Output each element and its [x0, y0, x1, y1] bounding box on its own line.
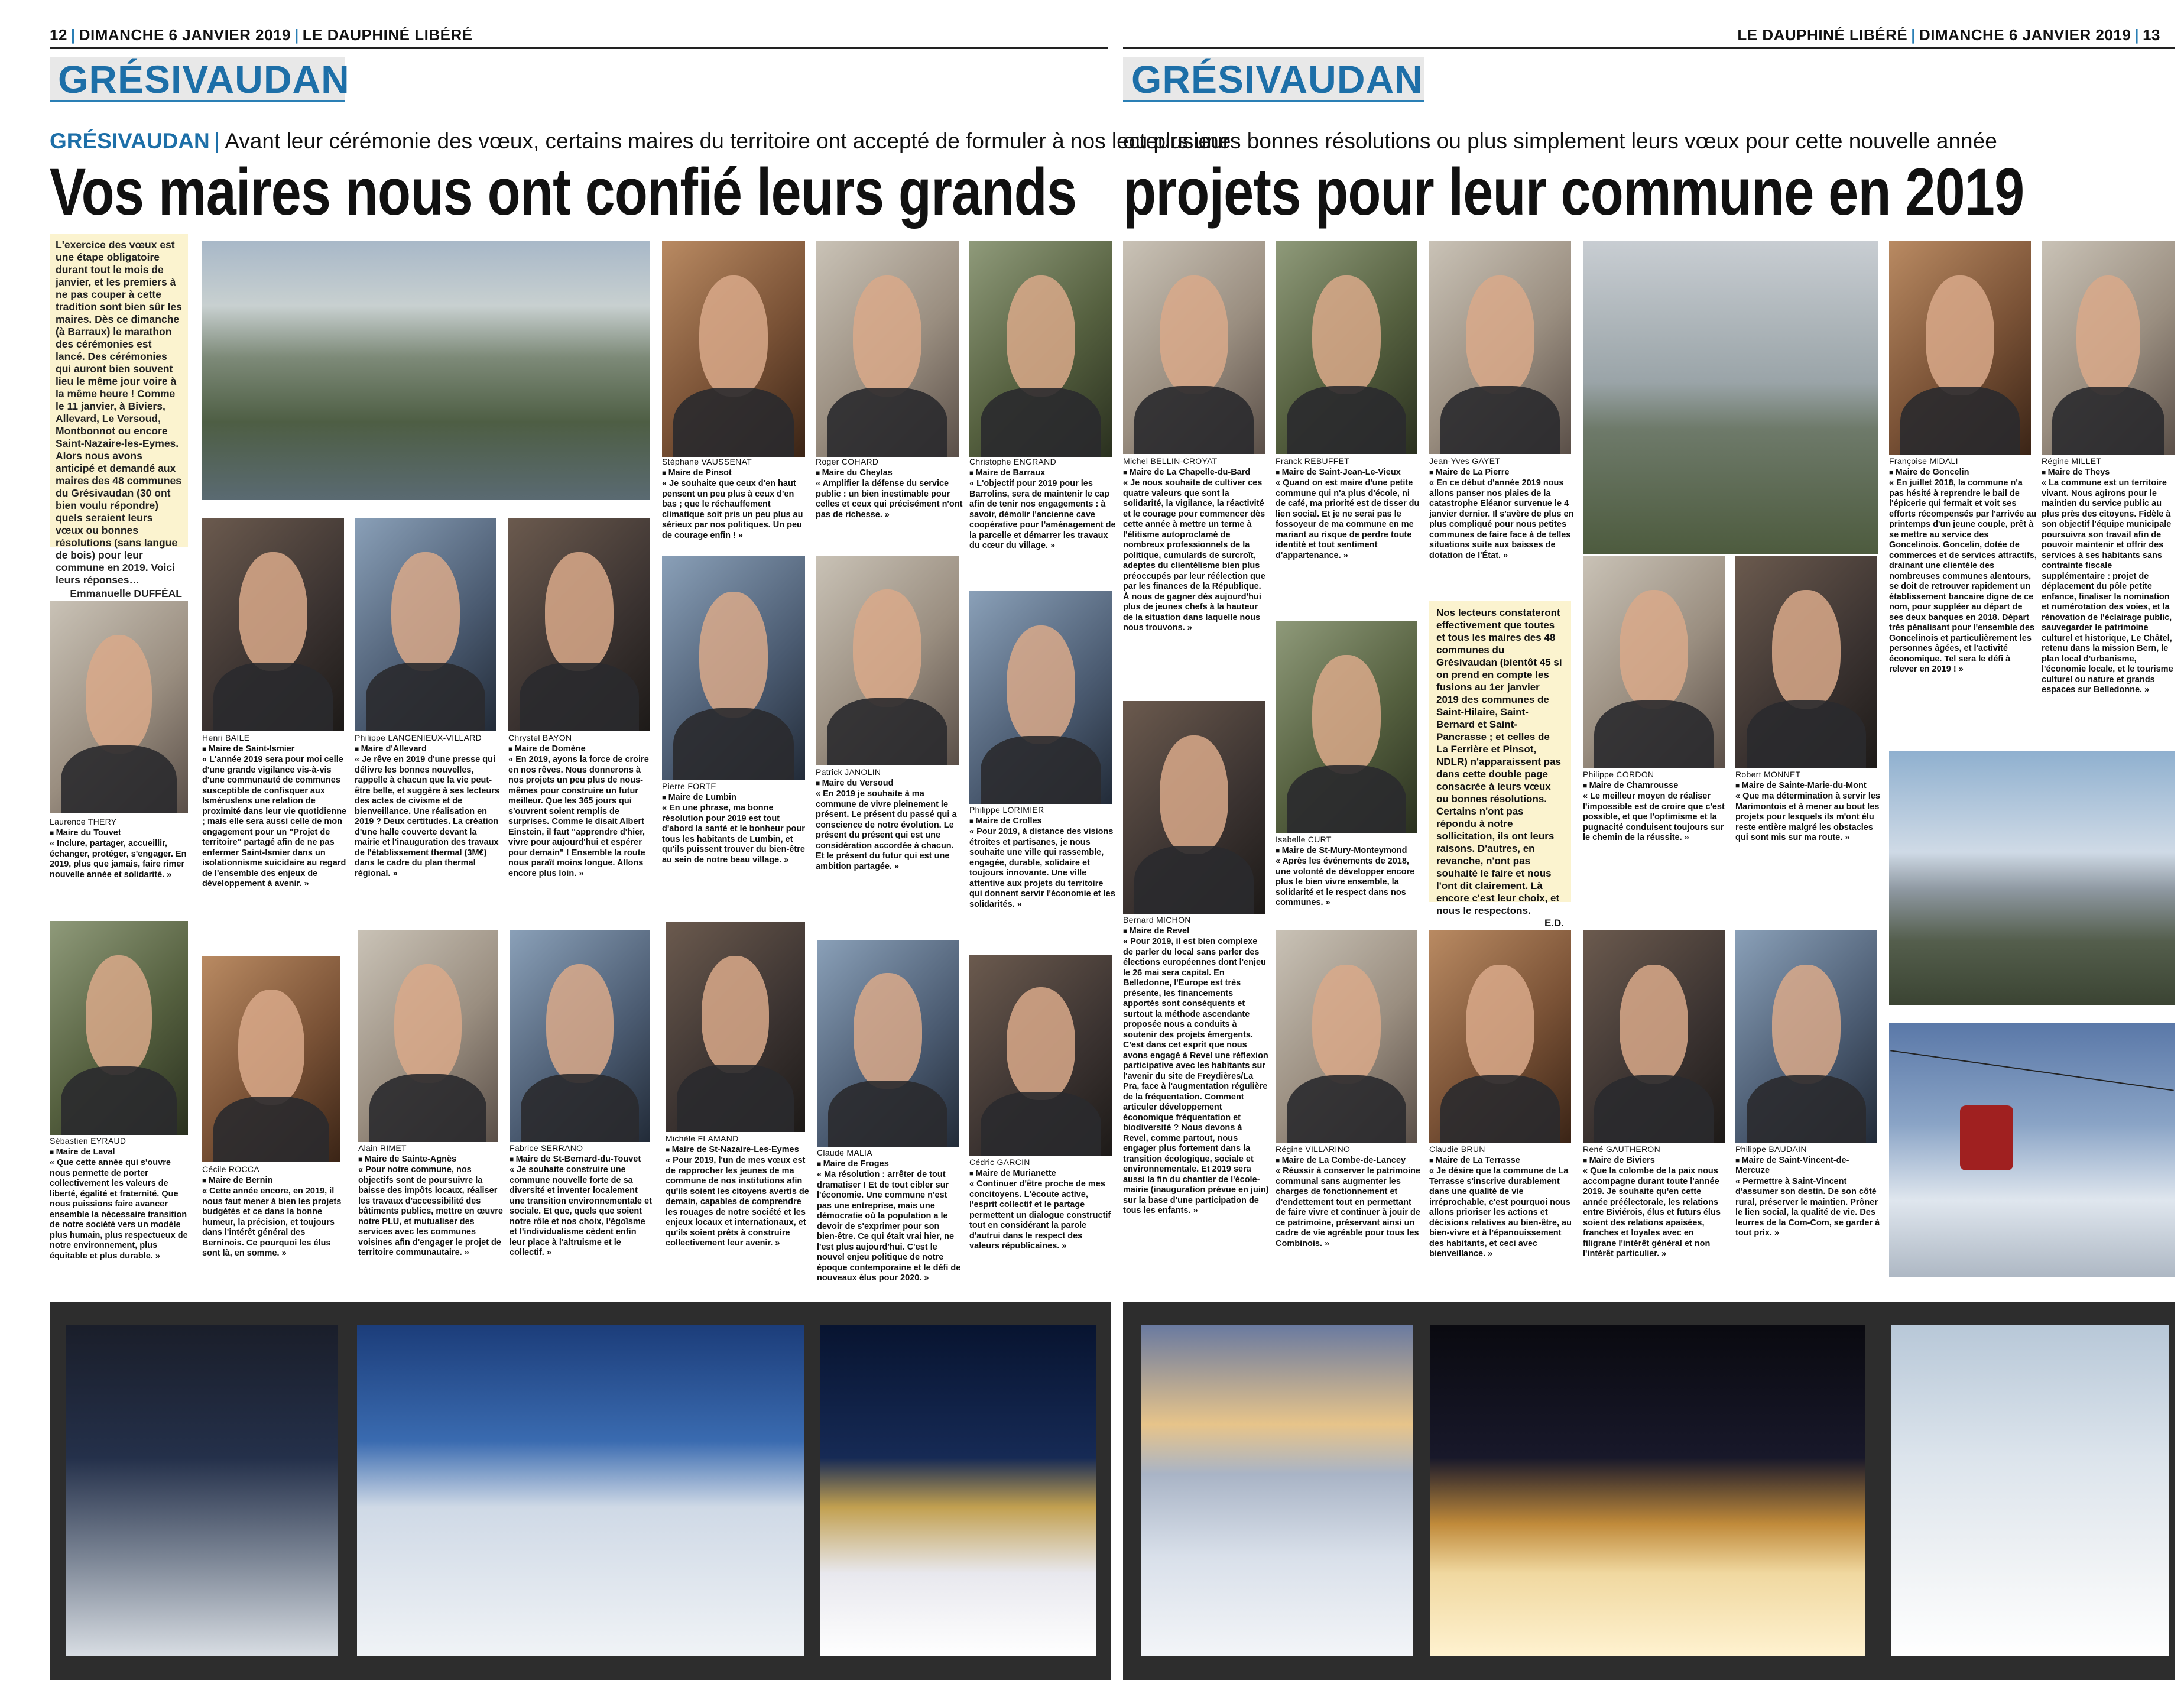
section-tab-right: GRÉSIVAUDAN: [1123, 57, 1424, 102]
mayor-photo: [1123, 241, 1265, 454]
mayor-card: Sébastien EYRAUD ■ Maire de Laval « Que cette année qui s'ouvre nous permette de porter collectivement les valeurs de liberté, égalité et fraternité. Que nous puissions faire avancer ensemble la nécessaire transition de notre société vers un modèle plus humain, plus respectueux de notre environnement, plus équitable et plus durable. »: [50, 1136, 192, 1261]
mayor-photo: [816, 241, 959, 457]
mayor-card: Franck REBUFFET ■ Maire de Saint-Jean-Le-Vieux « Quand on est maire d'une petite commune qui n'a plus d'école, ni de café, ma priorité est de tisser du lien social. Et je ne serai pas le fossoyeur de ma commune en me mariant au risque de perdre toute identité et tout sentiment d'appartenance. »: [1276, 456, 1421, 561]
bottom-photo-band-right: [1123, 1302, 2175, 1680]
mayor-card: Bernard MICHON ■ Maire de Revel « Pour 2019, il est bien complexe de parler du local sans parler des élections européennes dont l'enjeu le 26 mai sera capital. En Belledonne, l'Europe est très présente, les financements apportés sont conséquents et surtout la méthode ascendante proposée nous a conduits à soutenir des projets émergents. C'est dans cet esprit que nous avons engagé à Revel une réflexion participative avec les habitants sur l'avenir du site de Freydières/La Pra, face à l'augmentation régulière de la fréquentation. Comment articuler développement économique fréquentation et biodiversité ? Nous devons à Revel, comme partout, nous engager plus fortement dans la transition écologique, sociale et environnementale. Et 2019 sera aussi la fin du chantier de l'école-mairie (inauguration prévue en juin) sur la base d'une participation de tous les enfants. »: [1123, 915, 1270, 1217]
mayor-photo: [1735, 556, 1877, 768]
kicker-left: GRÉSIVAUDAN | Avant leur cérémonie des vœux, certains maires du territoire ont accepté de formuler à nos lecteurs une: [50, 129, 1231, 153]
river-valley-photo: [1583, 241, 1878, 554]
headline-left: Vos maires nous ont confié leurs grands: [50, 155, 1077, 229]
intro-text: L'exercice des vœux est une étape obligatoire durant tout le mois de janvier, et les premiers à ne pas couper à cette tradition sont bien sûr les maires. Dès ce dimanche (à Barraux) le marathon des cérémonies est lancé. Des cérémonies qui auront bien souvent lieu le même jour voire à la même heure ! Comme le 11 janvier, à Biviers, Allevard, Le Versoud, Montbonnot ou encore Saint-Nazaire-les-Eymes. Alors nous avons anticipé et demandé aux maires des 48 communes du Grésivaudan (30 ont bien voulu répondre) quels seraient leurs vœux ou bonnes résolutions (sans langue de bois) pour leur commune en 2019. Voici leurs réponses… Emmanuelle DUFFÉAL: [50, 234, 188, 547]
mayor-card: Claude MALIA ■ Maire de Froges « Ma résolution : arrêter de tout dramatiser ! Et de tout cibler sur l'économie. Une commune n'est pas une entreprise, mais une démocratie où la population a le devoir de s'exprimer pour son bien-être. Ce qui était vrai hier, ne l'est plus aujourd'hui. C'est le nouvel enjeu politique de notre époque contemporaine et le défi de nouveaux élus pour 2020. »: [817, 1148, 962, 1284]
top-rule-right: [1123, 47, 2175, 49]
section-tab-left: GRÉSIVAUDAN: [50, 57, 345, 102]
winter-footbridge-photo: [66, 1325, 338, 1656]
mayor-card: Alain RIMET ■ Maire de Sainte-Agnès « Pour notre commune, nos objectifs sont de poursuivre la baisse des impôts locaux, réaliser les travaux d'accessibilité des bâtiments publics, mettre en œuvre notre PLU, et mutualiser des services avec les communes voisines afin d'engager le projet de territoire communautaire. »: [358, 1143, 503, 1258]
mayor-card: Patrick JANOLIN ■ Maire du Versoud « En 2019 je souhaite à ma commune de vivre pleinement le présent. Le présent du passé qui a conscience de notre évolution. Le présent du présent qui est une considération accordée à chacun. Et le présent du futur qui est une ambition partagée. »: [816, 767, 963, 872]
mayor-photo: [1583, 556, 1725, 768]
mayor-card: Roger COHARD ■ Maire du Cheylas « Amplifier la défense du service public : un bien inestimable pour celles et ceux qui précisément n'ont pas de richesse. »: [816, 457, 963, 520]
mayor-card: Régine MILLET ■ Maire de Theys « La commune est un territoire vivant. Nous agirons pour le maintien du service public au plus près des citoyens. Fidèle à son objectif l'équipe municipale poursuivra son travail afin de pouvoir maintenir et offrir des services à ses habitants sans contrainte fiscale supplémentaire : projet de déplacement du pôle petite enfance, finaliser la nomination et numérotation des voies, et la rénovation de l'éclairage public, sauvegarder le patrimoine culturel et historique, Le Châtel, retenu dans la mission Bern, le plan local d'urbanisme, l'économie locale, et le tourisme culturel ou nature et grands espaces sur Belledonne. »: [2042, 456, 2177, 696]
mayor-photo: [1276, 621, 1417, 833]
mayor-photo: [817, 940, 959, 1147]
mayor-photo: [969, 241, 1112, 457]
ski-slope-photo: [357, 1325, 804, 1656]
mayor-photo: [662, 556, 805, 780]
mayor-card: Cédric GARCIN ■ Maire de Murianette « Continuer d'être proche de mes concitoyens. L'écoute active, l'esprit collectif et le partage permettent un dialogue constructif tout en considérant la parole d'autrui dans le respect des valeurs républicaines. »: [969, 1157, 1114, 1252]
chairlift-photo: [1891, 1325, 2169, 1656]
mayor-photo: [202, 518, 344, 731]
mayor-card: Isabelle CURT ■ Maire de St-Mury-Monteymond « Après les événements de 2018, une volonté de développer encore plus le bien vivre ensemble, la solidarité et le respect dans nos communes. »: [1276, 835, 1421, 909]
mayor-card: Cécile ROCCA ■ Maire de Bernin « Cette année encore, en 2019, il nous faut mener à bien les projets budgétés et ce dans la bonne humeur, la précision, et toujours dans l'intérêt général des Berninois. Ce pourquoi les élus sont là, en somme. »: [202, 1164, 344, 1259]
mayor-photo: [358, 930, 498, 1142]
mayor-photo: [1276, 930, 1417, 1143]
mayor-photo: [1735, 930, 1877, 1143]
mayor-card: Philippe LANGENIEUX-VILLARD ■ Maire d'Allevard « Je rêve en 2019 d'une presse qui délivre les bonnes nouvelles, rappelle à chacun que la vie peut-être belle, et suggère à ses lecteurs des actes de civisme et de bienveillance. Une réalisation en 2019 ? Deux certitudes. La création d'une halle couverte devant la mairie et l'inauguration des travaux de l'établissement thermal (3M€) dans le cadre du plan thermal régional. »: [355, 733, 499, 879]
mayor-photo: [355, 518, 496, 731]
right-folio: LE DAUPHINÉ LIBÉRÉ | DIMANCHE 6 JANVIER 2019 | 13: [1737, 26, 2160, 44]
mayor-photo: [1889, 241, 2031, 455]
mayor-card: Philippe LORIMIER ■ Maire de Crolles « Pour 2019, à distance des visions étroites et partisanes, je nous souhaite une ville qui rassemble, engagée, durable, solidaire et toujours innovante. Une ville attentive aux projets du territoire qui donnent servir l'économie et les solidarités. »: [969, 805, 1117, 910]
mayor-photo: [1429, 930, 1571, 1143]
mayor-photo: [50, 921, 188, 1135]
snowy-night-village-photo: [1430, 1325, 1865, 1656]
mayor-photo: [969, 955, 1112, 1156]
mayor-card: Régine VILLARINO ■ Maire de La Combe-de-Lancey « Réussir à conserver le patrimoine communal sans augmenter les charges de fonctionnement et d'endettement tout en permettant de faire vivre et continuer à jouir de ce patrimoine, préservant ainsi un cadre de vie agréable pour tous les Combinois. »: [1276, 1144, 1421, 1249]
mayor-card: Pierre FORTE ■ Maire de Lumbin « En une phrase, ma bonne résolution pour 2019 est tout d'abord la santé et le bonheur pour tous les habitants de Lumbin, et qu'ils puissent trouver du bien-être au sein de notre beau village. »: [662, 781, 810, 865]
mayor-card: Claudie BRUN ■ Maire de La Terrasse « Je désire que la commune de La Terrasse s'inscrive durablement dans une qualité de vie irréprochable, c'est pourquoi nous allons prioriser les actions et décisions relatives au bien-être, au bien-vivre et à l'épanouissement des habitants, et ceci avec bienveillance. »: [1429, 1144, 1575, 1260]
mayor-photo: [666, 922, 805, 1132]
mayor-card: Jean-Yves GAYET ■ Maire de La Pierre « En ce début d'année 2019 nous allons panser nos plaies de la catastrophe Eléanor survenue le 4 janvier dernier. Il s'avère de plus en plus compliqué pour nous petites communes de faire face à de telles situations suite aux baisses de dotation de l'État. »: [1429, 456, 1575, 561]
kicker-right: ou plusieurs bonnes résolutions ou plus simplement leurs vœux pour cette nouvelle année: [1123, 129, 1997, 153]
gondola-photo: [1889, 1023, 2175, 1277]
mayor-photo: [50, 601, 188, 813]
mountain-clouds-photo: [1889, 751, 2175, 1005]
mayor-photo: [1429, 241, 1571, 454]
left-folio: 12 | DIMANCHE 6 JANVIER 2019 | LE DAUPHINÉ LIBÉRÉ: [50, 26, 473, 44]
skiers-sunset-photo: [1141, 1325, 1413, 1656]
night-skiing-photo: [820, 1325, 1096, 1656]
mayor-photo: [1123, 701, 1265, 914]
mayor-card: Philippe CORDON ■ Maire de Chamrousse « Le meilleur moyen de réaliser l'impossible est de croire que c'est possible, et que l'optimisme et la pugnacité conduisent toujours sur le chemin de la réussite. »: [1583, 770, 1728, 844]
mayor-card: Françoise MIDALI ■ Maire de Goncelin « En juillet 2018, la commune n'a pas hésité à reprendre le bail de l'épicerie qui fermait et voit ses efforts récompensés par l'arrivée au printemps d'un jeune couple, prêt à se mettre au service des Goncelinois. Goncelin, dotée de commerces et de services attractifs, drainant une clientèle des nombreuses communes alentours, se doit de retrouver rapidement un établissement bancaire digne de ce nom, pour suppléer au départ de ses deux banques en 2018. Départ très pénalisant pour l'ensemble des Goncelinois et particulièrement les personnes âgées, et l'activité économique. Tel sera le défi à relever en 2019 ! »: [1889, 456, 2037, 675]
mayor-card: Fabrice SERRANO ■ Maire de St-Bernard-du-Touvet « Je souhaite construire une commune nouvelle forte de sa diversité et inventer localement une transition environnementale et sociale. Et que, quels que soient notre rôle et nos choix, l'égoïsme et l'individualisme cèdent enfin leur place à l'altruisme et le collectif. »: [510, 1143, 654, 1258]
mayor-card: Chrystel BAYON ■ Maire de Domène « En 2019, ayons la force de croire en nos rêves. Nous donnerons à nos projets un peu plus de nous-mêmes pour construire un futur meilleur. Que les 365 jours qui s'ouvrent soient remplis de surprises. Comme le disait Albert Einstein, il faut "apprendre d'hier, vivre pour aujourd'hui et espérer pour demain" ! Ensemble la route nous paraît moins longue. Allons encore plus loin. »: [508, 733, 653, 879]
top-rule-left: [50, 47, 1108, 49]
mayor-card: Christophe ENGRAND ■ Maire de Barraux « L'objectif pour 2019 pour les Barrolins, sera de maintenir le cap afin de tenir nos engagements : à savoir, démolir l'ancienne cave coopérative pour l'aménagement de la parcelle et démarrer les travaux du cœur du village. »: [969, 457, 1117, 552]
readers-note-box: Nos lecteurs constateront effectivement que toutes et tous les maires des 48 communes du Grésivaudan (bientôt 45 si on prend en compte les fusions au 1er janvier 2019 des communes de Saint-Hilaire, Saint-Bernard et Saint-Pancrasse ; et celles de La Ferrière et Pinsot, NDLR) n'apparaissent pas dans cette double page consacrée à leurs vœux ou bonnes résolutions. Certains n'ont pas répondu à notre sollicitation, ils ont leurs raisons. D'autres, en revanche, n'ont pas souhaité le faire et nous l'ont dit clairement. Là encore c'est leur choix, et nous le respectons. E.D.: [1429, 601, 1571, 902]
mayor-photo: [1276, 241, 1417, 454]
headline-right: projets pour leur commune en 2019: [1123, 155, 2024, 229]
mayor-photo: [202, 956, 340, 1162]
mayor-photo: [2042, 241, 2175, 455]
mayor-photo: [510, 930, 650, 1142]
mayor-card: Henri BAILE ■ Maire de Saint-Ismier « L'année 2019 sera pour moi celle d'une grande vigilance vis-à-vis d'une communauté de communes susceptible de confisquer aux Isméruslens une relation de proximité dans leur vie quotidienne ; mais elle sera aussi celle de mon engagement pour un "Projet de territoire" partagé afin de ne pas enfermer Saint-Ismier dans un isolationnisme suicidaire au regard de l'ensemble des enjeux de développement à avenir. »: [202, 733, 347, 890]
mayor-card: Robert MONNET ■ Maire de Sainte-Marie-du-Mont « Que ma détermination à servir les Marimontois et à mener au bout les projets pour lesquels ils m'ont élu reste entière malgré les obstacles qui sont mis sur ma route. »: [1735, 770, 1881, 844]
bottom-photo-band-left: [50, 1302, 1111, 1680]
mayor-card: Laurence THERY ■ Maire du Touvet « Inclure, partager, accueillir, échanger, protéger, s'engager. En 2019, plus que jamais, faire rimer nouvelle année et solidarité. »: [50, 817, 192, 880]
mayor-card: René GAUTHERON ■ Maire de Biviers « Que la colombe de la paix nous accompagne durant toute l'année 2019. Je souhaite qu'en cette année préélectorale, les relations entre Biviérois, élus et futurs élus soient des relations apaisées, franches et loyales avec en filigrane l'intérêt général et non l'intérêt particulier. »: [1583, 1144, 1728, 1260]
mayor-card: Michel BELLIN-CROYAT ■ Maire de La Chapelle-du-Bard « Je nous souhaite de cultiver ces quatre valeurs que sont la solidarité, la vigilance, la réactivité et le courage pour commencer dès cette année à mettre un terme à l'élitisme autoproclamé de nombreux professionnels de la politique, cumulards de surcroît, adeptes du clientélisme bien plus préoccupés par leur réélection que par les finances de la République. À nous de gagner dès aujourd'hui plus de jeunes chefs à la hauteur de la situation dans laquelle nous nous trouvons. »: [1123, 456, 1268, 634]
mayor-photo: [816, 556, 959, 765]
mayor-card: Philippe BAUDAIN ■ Maire de Saint-Vincent-de-Mercuze « Permettre à Saint-Vincent d'assumer son destin. De son côté rural, préserver le maintien. Prôner le lien social, la qualité de vie. Des leurres de la Com-Com, se garder à tout prix. »: [1735, 1144, 1881, 1239]
mayor-photo: [1583, 930, 1725, 1143]
mayor-photo: [508, 518, 650, 731]
valley-aerial-photo: [202, 241, 650, 500]
mayor-card: Stéphane VAUSSENAT ■ Maire de Pinsot « Je souhaite que ceux d'en haut pensent un peu plus à ceux d'en bas ; que le réchauffement climatique soit pris un peu plus au sérieux par nos politiques. Un peu de courage enfin ! »: [662, 457, 810, 541]
mayor-card: Michèle FLAMAND ■ Maire de St-Nazaire-Les-Eymes « Pour 2019, l'un de mes vœux est de rapprocher les jeunes de ma commune de nos institutions afin qu'ils soient les citoyens avertis de demain, capables de comprendre les rouages de notre société et les enjeux locaux et internationaux, et qu'ils soient prêts à construire collectivement leur avenir. »: [666, 1134, 810, 1249]
mayor-photo: [662, 241, 805, 457]
mayor-photo: [969, 591, 1112, 804]
